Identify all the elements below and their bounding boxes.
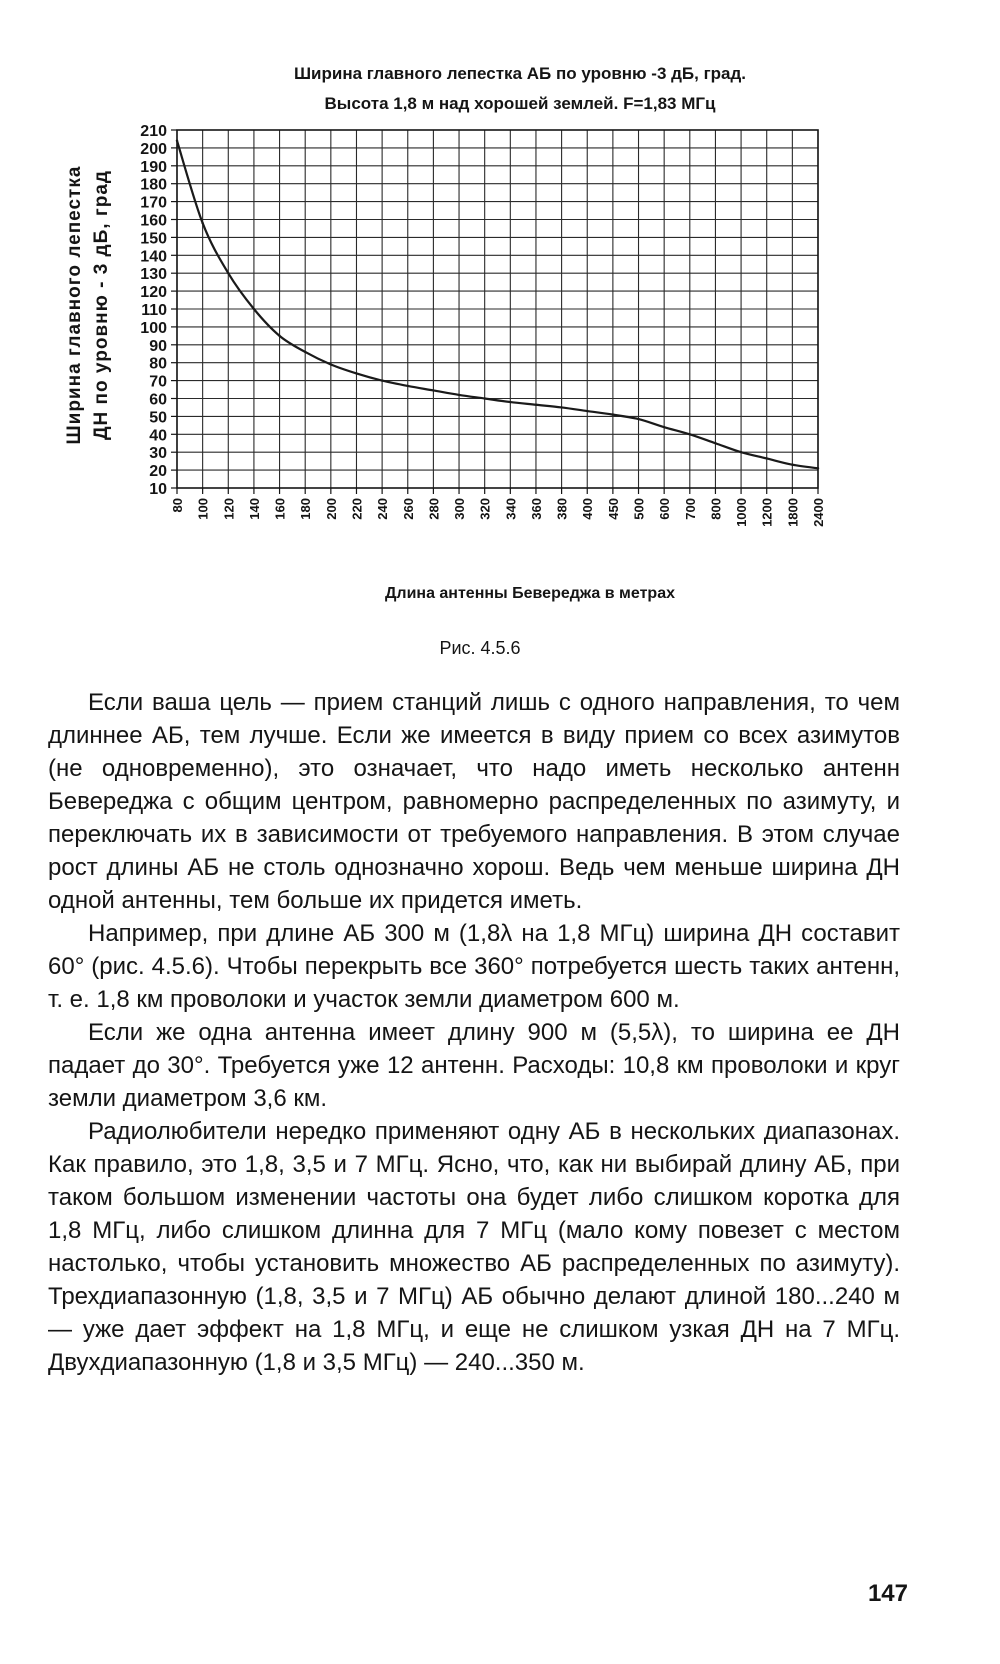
data-point xyxy=(740,451,742,453)
data-point xyxy=(201,222,203,224)
x-tick-label: 220 xyxy=(349,498,365,520)
y-tick-label: 210 xyxy=(140,123,167,140)
x-tick-label: 260 xyxy=(400,498,416,520)
y-tick-label: 10 xyxy=(149,481,167,498)
x-tick-label: 280 xyxy=(426,498,442,520)
paragraph: Если ваша цель — прием станций лишь с одного направления, то чем длиннее АБ, тем лучше. Если же имеется в виду прием со всех азимутов (не одновременно), это означает, что надо иметь несколько антенн Бевереджа с общим центром, равномерно распределенных по азимуту, и переключать их в зависимости от требуемого направления. В этом случае рост длины АБ не столь однозначно хорош. Ведь чем меньше ширина ДН одной антенны, тем больше их придется иметь. xyxy=(48,689,900,914)
y-tick-label: 80 xyxy=(149,355,167,373)
x-tick-label: 1800 xyxy=(785,498,801,527)
data-point xyxy=(663,426,665,428)
x-tick-label: 600 xyxy=(657,498,673,520)
y-tick-label: 170 xyxy=(140,194,167,212)
data-point xyxy=(560,406,562,408)
y-tick-label: 90 xyxy=(149,337,167,355)
data-point xyxy=(689,433,691,435)
data-point xyxy=(253,308,255,310)
line-chart xyxy=(0,0,1000,580)
y-tick-label: 50 xyxy=(149,409,167,427)
x-tick-label: 240 xyxy=(375,498,391,520)
data-point xyxy=(227,272,229,274)
data-point xyxy=(330,363,332,365)
y-tick-label: 160 xyxy=(140,212,167,230)
data-point xyxy=(612,413,614,415)
data-point xyxy=(176,140,178,142)
y-tick-label: 200 xyxy=(140,140,167,158)
x-tick-label: 160 xyxy=(272,498,288,520)
data-point xyxy=(355,372,357,374)
body-text xyxy=(48,686,900,1379)
x-tick-label: 450 xyxy=(605,498,621,520)
x-tick-label: 700 xyxy=(682,498,698,520)
y-tick-label: 130 xyxy=(140,266,167,284)
x-tick-label: 2400 xyxy=(811,498,826,527)
data-points xyxy=(176,140,819,470)
y-axis-label-line2: ДН по уровню - 3 дБ, град xyxy=(91,170,112,440)
x-tick-label: 200 xyxy=(323,498,339,520)
x-tick-label: 800 xyxy=(708,498,724,520)
figure-caption: Рис. 4.5.6 xyxy=(439,638,521,658)
x-tick-label: 300 xyxy=(452,498,468,520)
y-tick-label: 20 xyxy=(149,463,167,481)
x-tick-label: 120 xyxy=(221,498,237,520)
data-point xyxy=(278,335,280,337)
data-point xyxy=(483,397,485,399)
y-tick-label: 110 xyxy=(141,302,167,319)
data-point xyxy=(766,457,768,459)
data-point xyxy=(509,401,511,403)
x-axis-label: Длина антенны Бевереджа в метрах xyxy=(385,585,675,602)
data-point xyxy=(535,404,537,406)
y-axis-ticks xyxy=(140,123,177,498)
x-tick-label: 360 xyxy=(528,498,544,520)
x-tick-label: 500 xyxy=(631,498,647,520)
data-point xyxy=(381,379,383,381)
x-tick-label: 340 xyxy=(503,498,519,520)
x-tick-label: 400 xyxy=(580,498,596,520)
x-tick-label: 140 xyxy=(246,498,262,520)
data-point xyxy=(586,410,588,412)
paragraph: Например, при длине АБ 300 м (1,8λ на 1,8 МГц) ширина ДН составит 60° (рис. 4.5.6). Чтобы перекрыть все 360° потребуется шесть таких антенн, т. е. 1,8 км проволоки и участок земли диаметром 600 м. xyxy=(48,920,900,1013)
grid xyxy=(177,130,818,488)
y-tick-label: 180 xyxy=(140,176,167,194)
y-tick-label: 190 xyxy=(140,158,167,176)
y-tick-label: 30 xyxy=(149,445,167,463)
y-tick-label: 140 xyxy=(140,248,167,266)
data-point xyxy=(714,442,716,444)
data-point xyxy=(407,385,409,387)
paragraph: Если же одна антенна имеет длину 900 м (5,5λ), то ширина ее ДН падает до 30°. Требуется уже 12 антенн. Расходы: 10,8 км проволоки и круг земли диаметром 3,6 км. xyxy=(48,1019,900,1112)
x-tick-label: 1000 xyxy=(734,498,750,527)
x-tick-label: 80 xyxy=(170,498,185,513)
x-tick-label: 1200 xyxy=(759,498,775,527)
y-tick-label: 150 xyxy=(140,230,167,248)
x-tick-label: 180 xyxy=(298,498,314,520)
y-tick-label: 70 xyxy=(149,373,167,391)
chart-title: Ширина главного лепестка АБ по уровню -3 дБ, град. xyxy=(293,64,747,83)
y-tick-label: 100 xyxy=(140,319,167,337)
y-tick-label: 40 xyxy=(149,427,167,445)
y-tick-label: 120 xyxy=(140,284,167,302)
x-tick-label: 380 xyxy=(554,498,570,520)
data-point xyxy=(637,418,639,420)
series-line xyxy=(177,141,818,469)
data-point xyxy=(304,351,306,353)
data-point xyxy=(432,389,434,391)
page-number: 147 xyxy=(867,1580,908,1607)
x-axis-ticks xyxy=(170,488,826,527)
y-tick-label: 60 xyxy=(149,391,167,409)
paragraph: Радиолюбители нередко применяют одну АБ в нескольких диапазонах. Как правило, это 1,8, 3,5 и 7 МГц. Ясно, что, как ни выбирай длину АБ, при таком большом изменении частоты она будет либо слишком коротка для 1,8 МГц, либо слишком длинна для 7 МГц (мало кому повезет с местом настолько, чтобы установить множество АБ распределенных по азимуту). Трехдиапазонную (1,8, 3,5 и 7 МГц) АБ обычно делают длиной 180...240 м — уже дает эффект на 1,8 МГц, и еще не слишком узкая ДН на 7 МГц. Двухдиапазонную (1,8 и 3,5 МГц) — 240...350 м. xyxy=(48,1118,900,1376)
chart-subtitle: Высота 1,8 м над хорошей землей. F=1,83 МГц xyxy=(324,94,716,113)
data-point xyxy=(458,394,460,396)
y-axis-label-line1: Ширина главного лепестка xyxy=(64,165,85,445)
data-point xyxy=(791,464,793,466)
data-point xyxy=(817,467,819,469)
x-tick-label: 100 xyxy=(195,498,211,520)
x-tick-label: 320 xyxy=(477,498,493,520)
